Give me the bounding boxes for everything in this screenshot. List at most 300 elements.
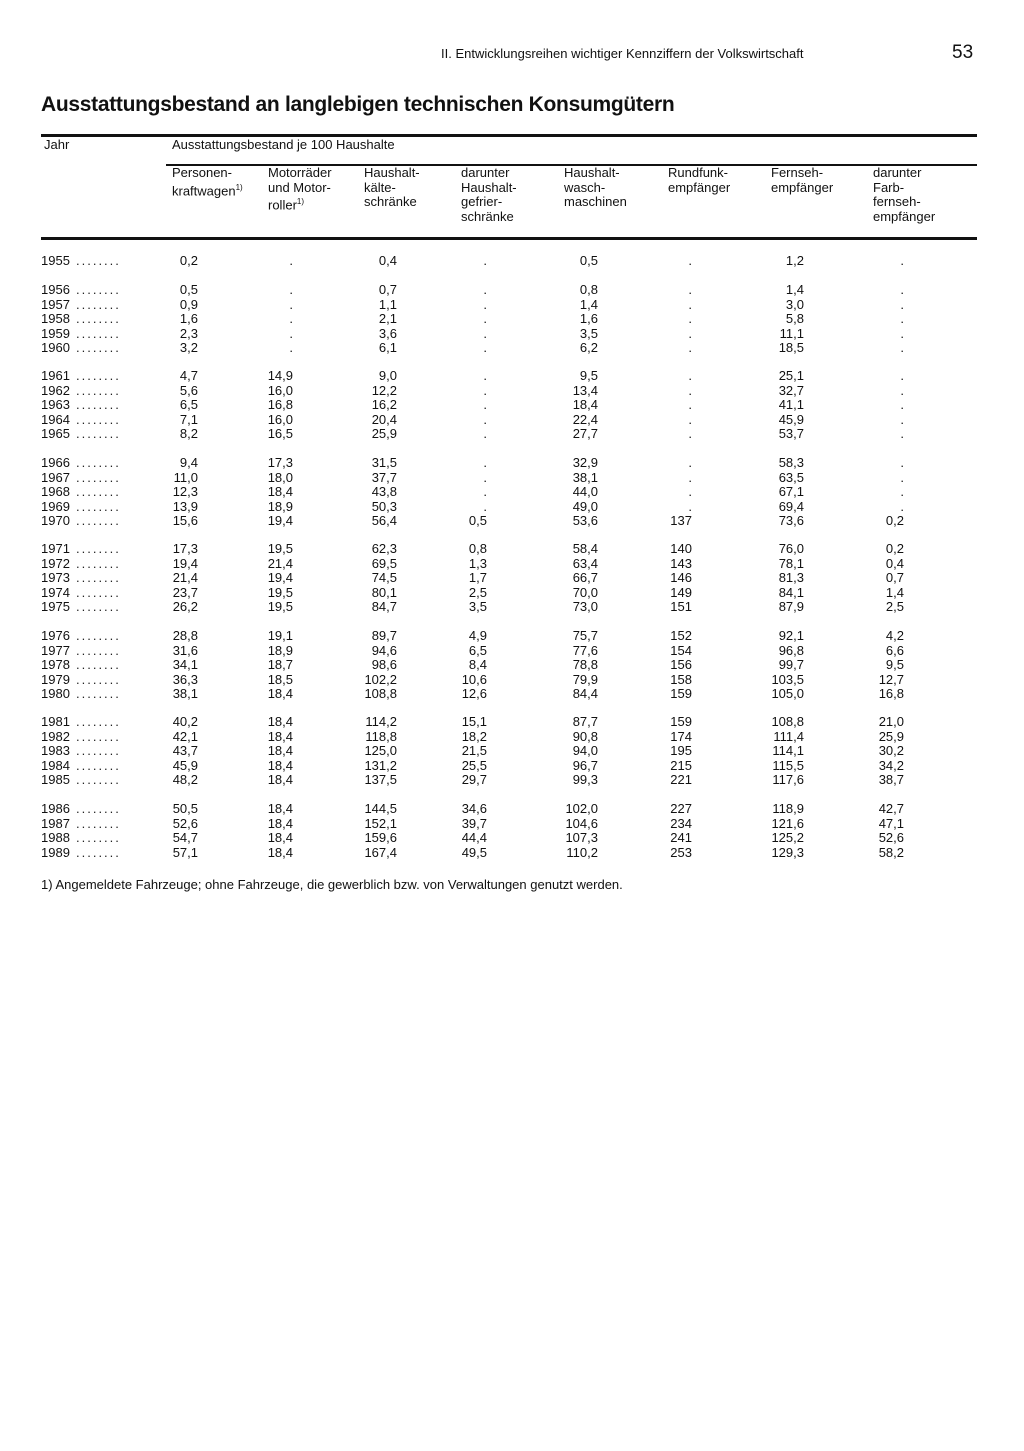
row-year: 1981 [41,714,70,729]
table-cell: . [688,296,692,312]
leader-dots: ........ [76,455,121,470]
row-year: 1962 [41,382,70,398]
table-cell: 16,0 [267,411,293,427]
table-cell: 2,5 [885,599,904,614]
leader-dots: ........ [76,541,121,556]
table-row [0,456,1024,471]
column-header-label: Fernseh- empfänger [771,165,834,195]
row-year: 1959 [41,325,70,341]
row-year: 1958 [41,311,70,326]
table-row [0,327,1024,342]
table-row [0,571,1024,586]
table-cell: 58,2 [878,844,904,860]
leader-dots: ........ [76,368,121,383]
row-year: 1974 [41,584,70,600]
row-year: 1985 [41,772,70,787]
table-cell: 18,4 [267,686,293,701]
row-year: 1956 [41,282,70,297]
column-header-2 [268,166,332,213]
table-cell: 146 [670,570,692,585]
table-cell: 0,2 [885,513,904,528]
table-cell: . [900,282,904,297]
table-cell: 5,6 [179,382,198,398]
table-row [0,471,1024,486]
table-cell: 43,8 [371,484,397,499]
table-cell: . [483,325,487,341]
table-cell: . [483,426,487,441]
table-cell: 9,0 [378,368,397,383]
table-cell: . [289,340,293,355]
table-cell: 12,7 [878,671,904,687]
table-cell: 49,5 [461,844,487,860]
row-year: 1968 [41,484,70,499]
leader-dots: ........ [76,830,121,845]
table-cell: 1,4 [785,282,804,297]
table-cell: . [900,426,904,441]
leader-dots: ........ [76,757,121,773]
leader-dots: ........ [76,311,121,326]
table-cell: 17,3 [267,455,293,470]
table-cell: 6,2 [579,340,598,355]
table-cell: 18,5 [778,340,804,355]
table-row [0,254,1024,269]
table-cell: . [900,325,904,341]
table-cell: 0,5 [579,253,598,268]
table-cell: 75,7 [572,628,598,643]
table-cell: 234 [670,815,692,831]
table-row [0,759,1024,774]
leader-dots: ........ [76,484,121,499]
table-cell: . [900,368,904,383]
table-cell: 1,6 [179,311,198,326]
row-year: 1988 [41,830,70,845]
table-cell: 87,9 [778,599,804,614]
row-year: 1955 [41,253,70,268]
table-cell: 84,7 [371,599,397,614]
table-cell: 90,8 [572,728,598,744]
table-cell: 25,9 [371,426,397,441]
column-header-label: Rundfunk- empfänger [668,165,731,195]
leader-dots: ........ [76,815,121,831]
table-cell: 154 [670,642,692,658]
table-cell: 227 [670,801,692,816]
table-cell: 151 [670,599,692,614]
table-cell: 174 [670,728,692,744]
row-year: 1971 [41,541,70,556]
table-cell: 38,1 [572,469,598,485]
row-year: 1961 [41,368,70,383]
leader-dots: ........ [76,325,121,341]
table-cell: 25,1 [778,368,804,383]
table-cell: 57,1 [172,844,198,860]
table-cell: 8,2 [179,426,198,441]
table-cell: 18,5 [267,671,293,687]
table-cell: 45,9 [172,757,198,773]
table-cell: . [289,296,293,312]
table-cell: 1,2 [785,253,804,268]
table-cell: 21,4 [172,570,198,585]
leader-dots: ........ [76,772,121,787]
table-cell: 241 [670,830,692,845]
table-row [0,600,1024,615]
table-cell: 79,9 [572,671,598,687]
table-cell: 156 [670,657,692,672]
table-cell: . [289,253,293,268]
table-row [0,802,1024,817]
table-cell: 94,6 [371,642,397,658]
table-cell: 89,7 [371,628,397,643]
table-cell: . [289,325,293,341]
table-header-bottom-rule [41,237,977,240]
table-cell: 27,7 [572,426,598,441]
table-cell: 16,0 [267,382,293,398]
table-cell: . [900,340,904,355]
table-cell: 6,5 [468,642,487,658]
table-cell: 77,6 [572,642,598,658]
table-cell: 38,7 [878,772,904,787]
table-cell: 73,6 [778,513,804,528]
table-cell: 11,0 [173,469,198,485]
table-cell: . [900,455,904,470]
table-cell: 143 [670,555,692,571]
column-header-label: Personen- kraftwagen [172,165,236,198]
table-row [0,514,1024,529]
table-cell: 4,7 [179,368,198,383]
table-row [0,846,1024,861]
leader-dots: ........ [76,340,121,355]
table-cell: 80,1 [371,584,397,600]
column-header-label: darunter Farb- fernseh- empfänger [873,165,936,224]
table-cell: 32,9 [572,455,598,470]
table-cell: 118,8 [365,728,397,744]
table-cell: 19,4 [172,555,198,571]
table-cell: 74,5 [371,570,397,585]
row-year: 1965 [41,426,70,441]
table-cell: 159 [670,686,692,701]
footnote-marker: 1) [235,182,243,192]
row-year: 1963 [41,397,70,412]
column-header-5 [564,166,627,210]
table-row [0,413,1024,428]
leader-dots: ........ [76,714,121,729]
row-year: 1983 [41,743,70,758]
row-year: 1987 [41,815,70,831]
table-cell: 53,6 [572,513,598,528]
leader-dots: ........ [76,686,121,701]
table-cell: 1,4 [579,296,598,312]
table-cell: 0,9 [179,296,198,312]
table-cell: 22,4 [572,411,598,427]
table-cell: 167,4 [364,844,397,860]
table-cell: 10,6 [461,671,487,687]
table-cell: 8,4 [468,657,487,672]
table-row [0,658,1024,673]
table-cell: 45,9 [778,411,804,427]
leader-dots: ........ [76,426,121,441]
leader-dots: ........ [76,743,121,758]
table-cell: 105,0 [771,686,804,701]
column-header-4 [461,166,517,224]
table-row [0,398,1024,413]
table-cell: 18,9 [267,498,293,514]
table-cell: 111,4 [773,728,804,744]
table-cell: 53,7 [778,426,804,441]
leader-dots: ........ [76,498,121,514]
table-cell: . [900,411,904,427]
table-cell: 117,6 [772,772,804,787]
table-cell: 13,9 [172,498,198,514]
table-cell: 18,4 [572,397,598,412]
table-cell: 96,7 [572,757,598,773]
table-cell: 125,2 [771,830,804,845]
table-cell: 0,8 [579,282,598,297]
table-cell: . [688,253,692,268]
table-cell: 0,4 [378,253,397,268]
table-cell: 41,1 [778,397,804,412]
page-number: 53 [952,42,974,63]
table-cell: 36,3 [172,671,198,687]
table-cell: . [688,397,692,412]
table-cell: . [688,498,692,514]
column-header-3 [364,166,420,210]
table-cell: 52,6 [878,830,904,845]
table-cell: 99,7 [778,657,804,672]
row-year: 1975 [41,599,70,614]
footnote: 1) Angemeldete Fahrzeuge; ohne Fahrzeuge, die gewerblich bzw. von Verwaltungen genutzt werden. [41,877,623,892]
table-cell: 49,0 [572,498,598,514]
row-year: 1978 [41,657,70,672]
table-cell: 3,5 [468,599,487,614]
table-cell: 4,2 [885,628,904,643]
table-cell: 1,7 [468,570,487,585]
table-cell: 56,4 [371,513,397,528]
table-cell: 23,7 [172,584,198,600]
row-year: 1967 [41,469,70,485]
table-cell: 144,5 [364,801,397,816]
table-cell: 4,9 [468,628,487,643]
table-cell: 19,4 [267,513,293,528]
table-cell: 18,7 [267,657,293,672]
table-cell: 18,4 [267,743,293,758]
table-row [0,629,1024,644]
table-cell: 34,1 [172,657,198,672]
table-cell: . [483,397,487,412]
table-cell: . [900,484,904,499]
table-cell: 78,8 [572,657,598,672]
table-row [0,831,1024,846]
table-cell: 3,6 [378,325,397,341]
table-cell: 5,8 [785,311,804,326]
table-cell: 16,2 [371,397,397,412]
table-cell: 31,6 [172,642,198,658]
table-cell: 0,5 [179,282,198,297]
table-cell: 131,2 [364,757,397,773]
table-cell: 18,4 [267,815,293,831]
table-cell: . [688,455,692,470]
table-row [0,644,1024,659]
table-cell: 114,2 [365,714,397,729]
column-header-7 [771,166,833,195]
table-cell: 195 [670,743,692,758]
table-cell: 81,3 [778,570,804,585]
table-cell: 1,3 [468,555,487,571]
table-row [0,427,1024,442]
table-cell: 99,3 [572,772,598,787]
table-cell: 25,5 [461,757,487,773]
table-cell: 19,1 [267,628,293,643]
table-cell: 18,4 [267,728,293,744]
year-column-label: Jahr [44,137,70,152]
table-cell: 108,8 [364,686,397,701]
table-cell: 102,2 [364,671,397,687]
table-cell: 31,5 [371,455,397,470]
table-cell: . [688,340,692,355]
table-cell: 37,7 [371,469,397,485]
table-cell: . [900,311,904,326]
table-cell: 114,1 [772,743,804,758]
table-cell: 63,5 [778,469,804,485]
table-cell: 152 [670,628,692,643]
table-cell: . [900,397,904,412]
table-row [0,557,1024,572]
table-cell: 15,1 [461,714,487,729]
leader-dots: ........ [76,555,121,571]
table-cell: 11,1 [779,325,804,341]
table-row [0,312,1024,327]
table-cell: 34,6 [461,801,487,816]
table-cell: 92,1 [778,628,804,643]
leader-dots: ........ [76,570,121,585]
table-cell: 29,7 [461,772,487,787]
page-title: Ausstattungsbestand an langlebigen technischen Konsumgütern [41,93,675,116]
table-cell: . [483,311,487,326]
table-cell: 34,2 [878,757,904,773]
table-cell: 69,5 [371,555,397,571]
table-cell: 54,7 [172,830,198,845]
column-header-label: darunter Haushalt- gefrier- schränke [461,165,517,224]
table-cell: 102,0 [565,801,598,816]
table-cell: . [483,411,487,427]
leader-dots: ........ [76,728,121,744]
table-cell: 25,9 [878,728,904,744]
column-header-label: Haushalt- kälte- schränke [364,165,420,209]
leader-dots: ........ [76,844,121,860]
table-row [0,500,1024,515]
table-cell: 125,0 [364,743,397,758]
table-cell: 18,4 [267,484,293,499]
table-cell: 9,4 [179,455,198,470]
column-header-label: Haushalt- wasch- maschinen [564,165,627,209]
table-cell: 66,7 [572,570,598,585]
table-cell: 21,4 [267,555,293,571]
footnote-marker: 1) [296,197,305,206]
table-cell: 1,4 [885,584,904,600]
table-row [0,298,1024,313]
table-cell: 0,7 [378,282,397,297]
table-cell: 221 [670,772,692,787]
table-cell: 19,5 [267,599,293,614]
column-header-label: Motorräder und Motor- roller [268,165,332,213]
table-row [0,715,1024,730]
table-cell: 6,5 [179,397,198,412]
table-cell: 26,2 [172,599,198,614]
table-cell: 140 [670,541,692,556]
row-year: 1969 [41,498,70,514]
row-year: 1984 [41,757,70,773]
table-cell: 58,4 [572,541,598,556]
table-cell: . [688,469,692,485]
table-cell: . [900,253,904,268]
table-cell: 18,4 [267,801,293,816]
table-cell: 110,2 [566,844,598,860]
table-cell: . [483,340,487,355]
table-cell: 12,3 [172,484,198,499]
table-cell: 129,3 [771,844,804,860]
table-cell: 9,5 [885,657,904,672]
row-year: 1980 [41,686,70,701]
leader-dots: ........ [76,599,121,614]
table-cell: 3,0 [785,296,804,312]
column-header-1 [172,166,243,198]
leader-dots: ........ [76,513,121,528]
row-year: 1966 [41,455,70,470]
table-cell: . [483,498,487,514]
table-cell: 78,1 [778,555,804,571]
table-cell: 19,5 [267,584,293,600]
table-cell: 7,1 [179,411,198,427]
table-cell: 52,6 [172,815,198,831]
table-cell: 12,6 [461,686,487,701]
column-header-6 [668,166,730,195]
table-cell: 159,6 [364,830,397,845]
table-cell: 0,7 [885,570,904,585]
table-cell: 28,8 [172,628,198,643]
table-cell: 67,1 [778,484,804,499]
row-year: 1970 [41,513,70,528]
table-cell: 40,2 [172,714,198,729]
row-year: 1957 [41,296,70,312]
leader-dots: ........ [76,657,121,672]
table-cell: 30,2 [878,743,904,758]
table-cell: . [688,325,692,341]
table-row [0,673,1024,688]
table-cell: 115,5 [772,757,804,773]
table-cell: 2,3 [179,325,198,341]
leader-dots: ........ [76,382,121,398]
table-cell: . [483,455,487,470]
row-year: 1972 [41,555,70,571]
row-year: 1960 [41,340,70,355]
column-header-8 [873,166,935,224]
table-row [0,687,1024,702]
table-cell: 104,6 [565,815,598,831]
table-cell: 18,4 [267,772,293,787]
table-cell: 16,8 [878,686,904,701]
table-cell: 76,0 [778,541,804,556]
table-cell: 13,4 [572,382,598,398]
row-year: 1976 [41,628,70,643]
table-cell: 47,1 [878,815,904,831]
table-cell: . [688,484,692,499]
table-cell: . [688,426,692,441]
table-cell: 149 [670,584,692,600]
table-cell: 70,0 [572,584,598,600]
table-cell: 12,2 [371,382,397,398]
table-row [0,369,1024,384]
row-year: 1986 [41,801,70,816]
table-cell: 44,4 [461,830,487,845]
row-year: 1964 [41,411,70,427]
